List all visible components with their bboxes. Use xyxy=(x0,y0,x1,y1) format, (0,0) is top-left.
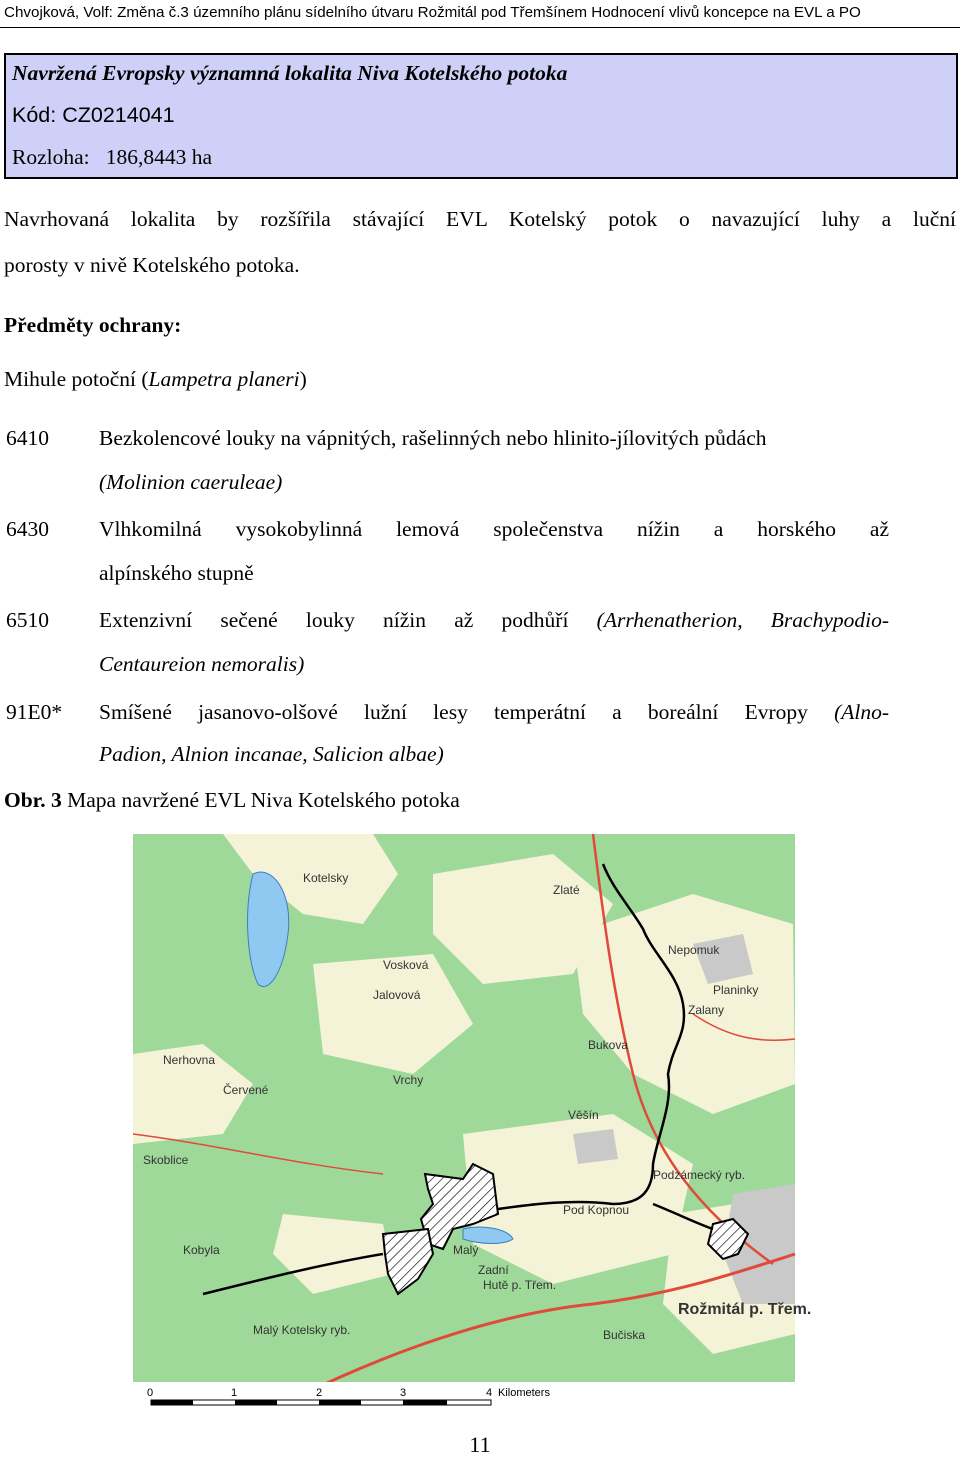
place-label: Bukova xyxy=(588,1038,629,1052)
scale-tick-label: 1 xyxy=(231,1387,238,1399)
habitat-code: 6410 xyxy=(6,426,49,450)
habitat-code: 6510 xyxy=(6,608,49,632)
figure-caption-label: Obr. 3 xyxy=(4,788,62,812)
area-label: Rozloha: xyxy=(12,145,90,169)
habitat-desc-cont: alpínského stupně xyxy=(99,561,254,585)
village-area xyxy=(573,1129,618,1164)
place-label: Vrchy xyxy=(393,1073,424,1087)
place-label: Planinky xyxy=(713,983,759,997)
place-label: Věšín xyxy=(568,1108,599,1122)
scale-tick-label: 0 xyxy=(147,1387,154,1399)
intro-line-1: Navrhovaná lokalita by rozšířila stávající EVL Kotelský potok o navazující luhy a luční xyxy=(4,207,956,231)
place-label: Kobyla xyxy=(183,1243,220,1257)
habitat-desc-latin: (Alno- xyxy=(834,700,890,724)
site-map xyxy=(133,834,812,1410)
place-label: Vosková xyxy=(383,958,429,972)
place-label: Malý xyxy=(453,1243,479,1257)
place-label: Bučiska xyxy=(603,1328,646,1342)
place-label: Malý Kotelsky ryb. xyxy=(253,1323,351,1337)
subjects-heading: Předměty ochrany: xyxy=(4,313,182,337)
place-label: Rožmitál p. Třem. xyxy=(678,1301,812,1318)
place-label: Hutě p. Třem. xyxy=(483,1278,557,1292)
habitat-desc: Bezkolencové louky na vápnitých, rašelinných nebo hlinito-jílovitých půdách xyxy=(99,426,767,450)
figure-caption xyxy=(4,788,460,813)
habitat-desc-latin-cont: Padion, Alnion incanae, Salicion albae) xyxy=(99,742,444,766)
habitat-desc-text: Smíšené jasanovo-olšové lužní lesy temperátní a boreální Evropy xyxy=(99,700,808,724)
habitat-desc: Vlhkomilná vysokobylinná lemová společenstva nížin a horského až xyxy=(99,517,889,541)
scale-tick-label: 4 xyxy=(486,1387,493,1399)
site-info-box xyxy=(4,53,958,179)
site-area xyxy=(12,145,212,170)
site-code: Kód: CZ0214041 xyxy=(12,103,175,127)
area-value: 186,8443 ha xyxy=(105,145,213,169)
place-label: Zlaté xyxy=(553,883,580,897)
habitat-desc-text: Extenzivní sečené louky nížin až podhůří xyxy=(99,608,569,632)
species-latin: Lampetra planeri xyxy=(148,367,300,391)
scale-tick-label: 2 xyxy=(316,1387,323,1399)
place-label: Pod Kopnou xyxy=(563,1203,630,1217)
page-number: 11 xyxy=(469,1432,491,1457)
place-label: Zadní xyxy=(478,1263,509,1277)
habitat-code: 6430 xyxy=(6,517,49,541)
running-header: Chvojková, Volf: Změna č.3 územního plánu sídelního útvaru Rožmitál pod Třemšínem Hodnocení vlivů koncepce na EVL a PO xyxy=(0,0,960,28)
habitat-desc-latin: (Arrhenatherion, Brachypodio- xyxy=(596,608,890,632)
habitat-desc-latin: (Molinion caeruleae) xyxy=(99,470,283,494)
place-label: Nerhovna xyxy=(163,1053,216,1067)
habitat-desc xyxy=(99,608,889,633)
figure-caption-text: Mapa navržené EVL Niva Kotelského potoka xyxy=(67,788,460,812)
place-label: Nepomuk xyxy=(668,943,720,957)
species-name: Mihule potoční xyxy=(4,367,136,391)
habitat-desc xyxy=(99,700,889,725)
intro-line-2: porosty v nivě Kotelského potoka. xyxy=(4,253,300,277)
place-label: Červené xyxy=(223,1083,269,1097)
scale-unit-label: Kilometers xyxy=(498,1387,550,1399)
place-label: Kotelsky xyxy=(303,871,349,885)
place-label: Podzámecký ryb. xyxy=(653,1168,746,1182)
habitat-desc-latin-cont: Centaureion nemoralis) xyxy=(99,652,305,676)
place-label: Jalovová xyxy=(373,988,421,1002)
scale-tick-label: 3 xyxy=(400,1387,407,1399)
habitat-code: 91E0* xyxy=(6,700,63,724)
site-title: Navržená Evropsky významná lokalita Niva Kotelského potoka xyxy=(12,61,568,85)
place-label: Zalany xyxy=(688,1003,725,1017)
species-line: Mihule potoční (Lampetra planeri) xyxy=(4,367,307,391)
place-label: Skoblice xyxy=(143,1153,189,1167)
